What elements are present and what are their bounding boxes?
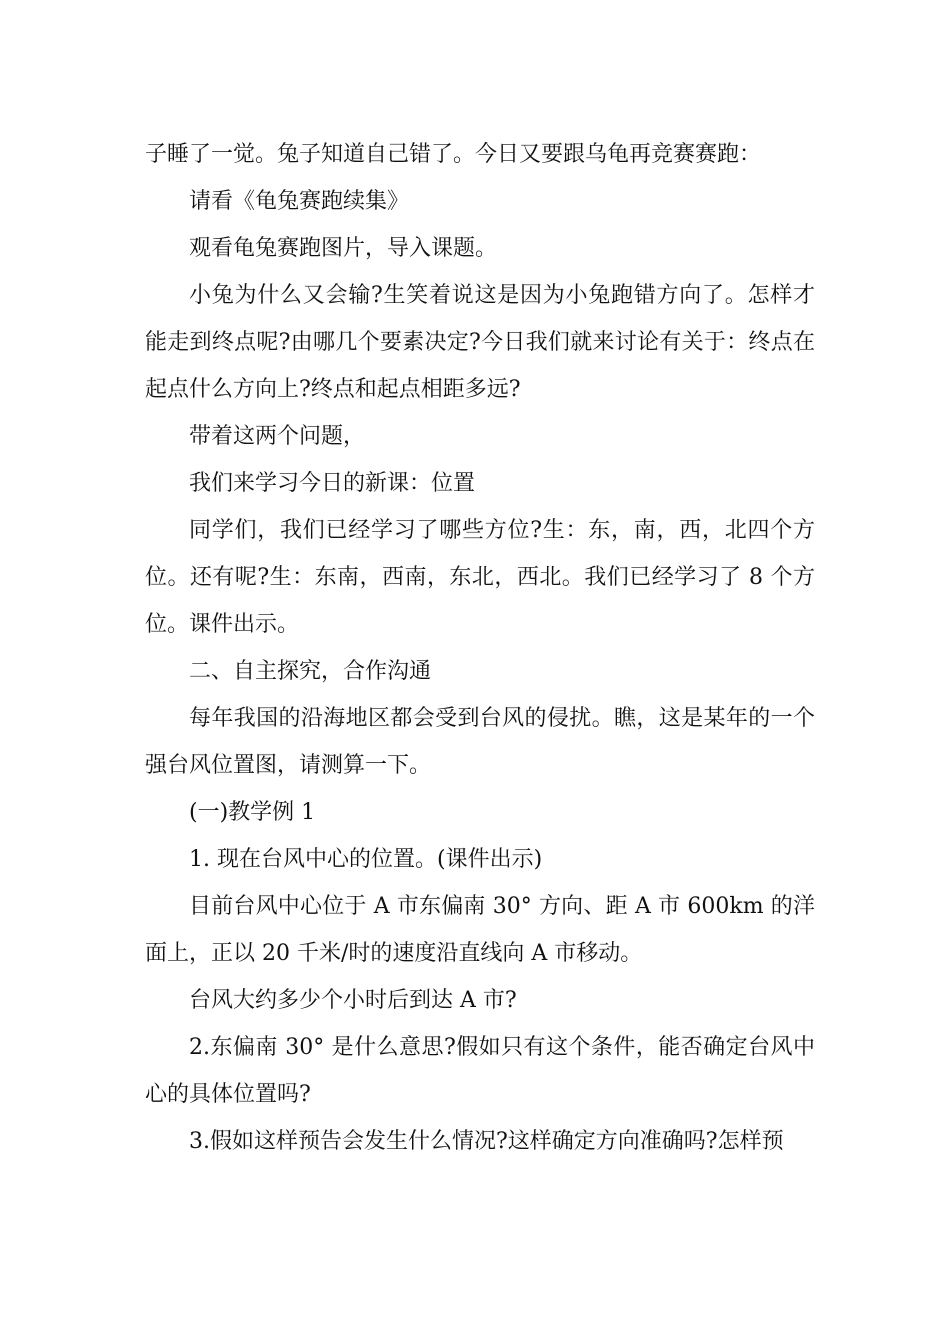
paragraph-7: 同学们，我们已经学习了哪些方位?生：东，南，西，北四个方位。还有呢?生：东南，西南，东北，西北。我们已经学习了 8 个方位。课件出示。 (145, 518, 815, 637)
subsection-heading-example-1: (一)教学例 1 (189, 800, 316, 825)
paragraph-4: 小兔为什么又会输?生笑着说这是因为小兔跑错方向了。怎样才能走到终点呢?由哪几个要素决定?今日我们就来讨论有关于：终点在起点什么方向上?终点和起点相距多远? (145, 283, 815, 402)
paragraph-11: 1. 现在台风中心的位置。(课件出示) (189, 847, 543, 872)
document-body (145, 131, 815, 1165)
paragraph-3: 观看龟兔赛跑图片，导入课题。 (189, 236, 498, 261)
paragraph-15: 3.假如这样预告会发生什么情况?这样确定方向准确吗?怎样预 (189, 1129, 784, 1154)
paragraph-13: 台风大约多少个小时后到达 A 市? (189, 988, 517, 1013)
paragraph-2: 请看《龟兔赛跑续集》 (189, 189, 410, 214)
paragraph-12: 目前台风中心位于 A 市东偏南 30° 方向、距 A 市 600km 的洋面上，正以 20 千米/时的速度沿直线向 A 市移动。 (145, 894, 815, 966)
section-heading-2: 二、自主探究，合作沟通 (189, 659, 432, 684)
paragraph-6: 我们来学习今日的新课：位置 (189, 471, 476, 496)
paragraph-1: 子睡了一觉。兔子知道自己错了。今日又要跟乌龟再竞赛赛跑： (145, 142, 762, 167)
paragraph-14: 2.东偏南 30° 是什么意思?假如只有这个条件，能否确定台风中心的具体位置吗? (145, 1035, 815, 1107)
paragraph-5: 带着这两个问题， (189, 424, 366, 449)
paragraph-9: 每年我国的沿海地区都会受到台风的侵扰。瞧，这是某年的一个强台风位置图，请测算一下。 (145, 706, 815, 778)
